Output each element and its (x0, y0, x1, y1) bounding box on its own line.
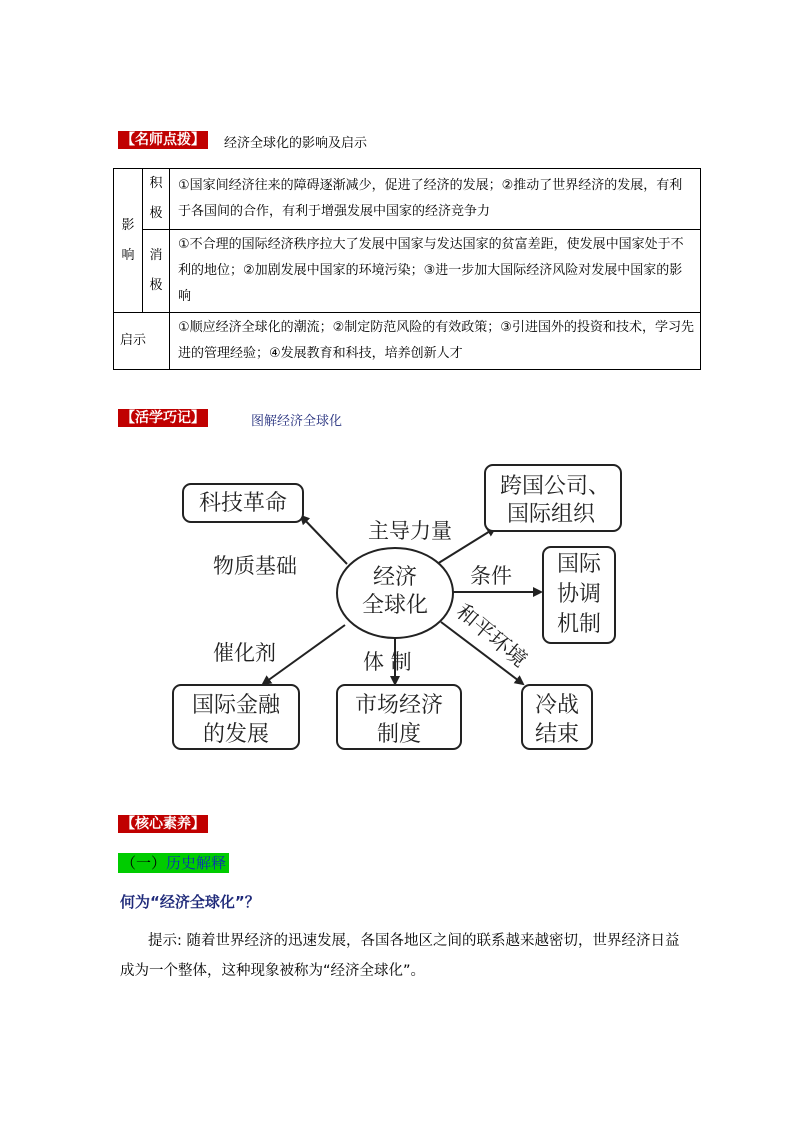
question-heading: 何为“经济全球化”？ (120, 893, 260, 911)
positive-label-cell (143, 169, 170, 230)
section-title-impact: 经济全球化的影响及启示 (224, 136, 368, 151)
section-tag-core-literacy: 【核心素养】 (118, 815, 208, 833)
insight-text-cell: ①顺应经济全球化的潮流；②制定防范风险的有效政策；③引进国外的投资和技术，学习先进的管理经验；④发展教育和科技，培养创新人才 (170, 313, 701, 370)
node-coord-text-2: 协调 (556, 582, 602, 607)
subsection-prefix: （一） (121, 854, 167, 872)
label-leading: 主导力量 (368, 519, 452, 543)
center-text-2: 全球化 (361, 593, 429, 618)
negative-label-cell (143, 230, 170, 313)
node-tech-text: 科技革命 (198, 491, 288, 516)
section-tag-smart-memory: 【活学巧记】 (118, 409, 208, 427)
positive-text-cell: ①国家间经济往来的障碍逐渐减少，促进了经济的发展；②推动了世界经济的发展，有利于各国间的合作，有利于增强发展中国家的经济竞争力 (170, 169, 701, 230)
negative-text-cell: ①不合理的国际经济秩序拉大了发展中国家与发达国家的贫富差距，使发展中国家处于不利的地位；②加剧发展中国家的环境污染；③进一步加大国际经济风险对发展中国家的影响 (170, 230, 701, 313)
node-market-text-2: 制度 (376, 722, 422, 747)
label-peace: 和平环境 (451, 599, 532, 672)
negative-label: 消 极 (149, 248, 163, 293)
node-coldwar-text-2: 结束 (534, 722, 580, 747)
node-finance-text-2: 的发展 (202, 722, 270, 747)
insight-label-cell: 启示 (114, 313, 170, 370)
positive-label: 积 极 (149, 176, 163, 221)
node-corp-text-2: 国际组织 (506, 502, 596, 527)
subsection-title: 历史解释 (166, 854, 227, 872)
label-catalyst: 催化剂 (213, 641, 276, 665)
table-row (114, 230, 701, 313)
impact-table (113, 168, 701, 370)
section-title-diagram: 图解经济全球化 (251, 414, 343, 429)
node-market-text-1: 市场经济 (354, 693, 444, 718)
label-material: 物质基础 (213, 554, 297, 578)
center-text-1: 经济 (372, 565, 418, 590)
node-coord-text-1: 国际 (556, 552, 602, 577)
label-system: 体 制 (363, 650, 412, 674)
answer-paragraph: 提示: 随着世界经济的迅速发展，各国各地区之间的联系越来越密切，世界经济日益成为一个整体，这种现象被称为“经济全球化”。 (120, 933, 680, 979)
arrow-to-tech (301, 516, 347, 564)
section-tag-teacher-tips: 【名师点拨】 (118, 131, 208, 149)
influence-label: 影 响 (121, 217, 135, 263)
globalization-diagram (165, 462, 635, 758)
table-row (114, 169, 701, 230)
influence-label-cell (114, 169, 143, 313)
table-row (114, 313, 701, 370)
node-finance-text-1: 国际金融 (191, 693, 281, 718)
node-corp-text-1: 跨国公司、 (499, 474, 611, 499)
node-coldwar-text-1: 冷战 (534, 693, 580, 718)
subsection-tag (118, 853, 229, 873)
node-coord-text-3: 机制 (556, 612, 602, 637)
label-condition: 条件 (470, 564, 512, 588)
